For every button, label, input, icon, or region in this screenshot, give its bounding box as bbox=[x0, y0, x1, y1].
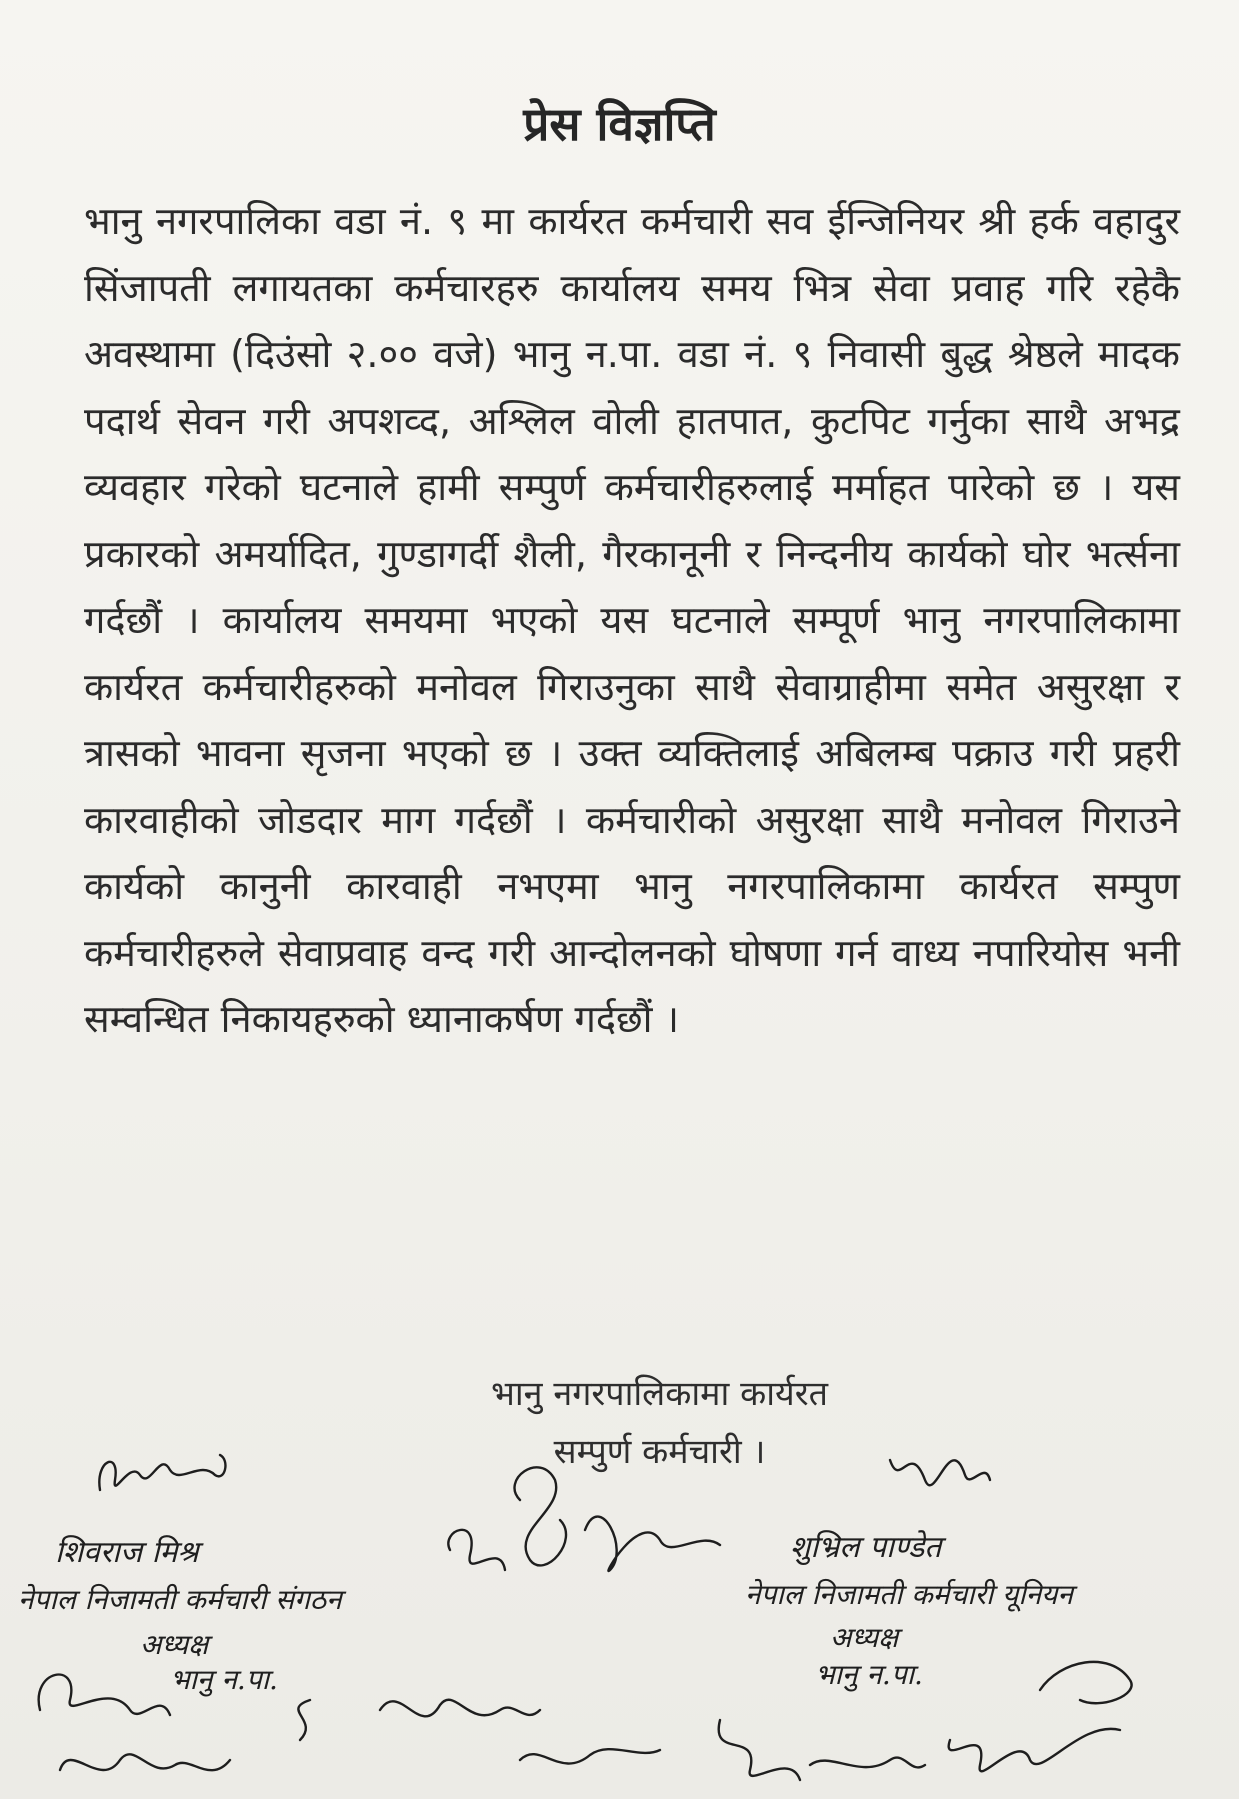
right-signatory-name: शुभ्रिल पाण्डेत bbox=[790, 1530, 942, 1565]
body-paragraph: भानु नगरपालिका वडा नं. ९ मा कार्यरत कर्मचारी सव ईन्जिनियर श्री हर्क वहादुर सिंजापती लगायतका कर्मचारहरु कार्यालय समय भित्र सेवा प्रवाह गरि रहेकै अवस्थामा (दिउंसो २.०० वजे) भानु न.पा. वडा नं. ९ निवासी बुद्ध श्रेष्ठले मादक पदार्थ सेवन गरी अपशव्द, अश्लिल वोली हातपात, कुटपिट गर्नुका साथै अभद्र व्यवहार गरेको घटनाले हामी सम्पुर्ण कर्मचारीहरुलाई मर्माहत पारेको छ । यस प्रकारको अमर्यादित, गुण्डागर्दी शैली, गैरकानूनी र निन्दनीय कार्यको घोर भर्त्सना गर्दछौं । कार्यालय समयमा भएको यस घटनाले सम्पूर्ण भानु नगरपालिकामा कार्यरत कर्मचारीहरुको मनोवल गिराउनुका साथै सेवाग्राहीमा समेत असुरक्षा र त्रासको भावना सृजना भएको छ । उक्त व्यक्तिलाई अबिलम्ब पक्राउ गरी प्रहरी कारवाहीको जोडदार माग गर्दछौं । कर्मचारीको असुरक्षा साथै मनोवल गिराउने कार्यको कानुनी कारवाही नभएमा भानु नगरपालिकामा कार्यरत सम्पुण कर्मचारीहरुले सेवाप्रवाह वन्द गरी आन्दोलनको घोषणा गर्न वाध्य नपारियोस भनी सम्वन्धित निकायहरुको ध्यानाकर्षण गर्दछौं । bbox=[84, 199, 1180, 1041]
left-signatory-organization: नेपाल निजामती कर्मचारी संगठन bbox=[18, 1583, 342, 1616]
right-signatory-role: अध्यक्ष bbox=[830, 1621, 899, 1654]
left-signatory-role: अध्यक्ष bbox=[140, 1628, 209, 1661]
signature-stroke-bottom-7 bbox=[810, 1758, 925, 1768]
page-title: प्रेस विज्ञप्ति bbox=[523, 97, 716, 151]
left-signatory-name: शिवराज मिश्र bbox=[55, 1535, 199, 1570]
left-signatory-office: भानु न.पा. bbox=[170, 1663, 278, 1696]
signature-stroke-right-top bbox=[890, 1460, 990, 1485]
closing-line-1: भानु नगरपालिकामा कार्यरत bbox=[490, 1374, 829, 1414]
signature-stroke-bottom-2 bbox=[60, 1754, 230, 1770]
signature-area bbox=[0, 1420, 1239, 1799]
signature-stroke-bottom-1 bbox=[39, 1675, 170, 1715]
signature-stroke-center-1 bbox=[515, 1467, 567, 1565]
closing-line-2: सम्पुर्ण कर्मचारी । bbox=[553, 1432, 766, 1472]
signature-stroke-bottom-9 bbox=[1040, 1662, 1132, 1703]
signature-stroke-bottom-4 bbox=[380, 1700, 540, 1717]
signature-stroke-bottom-5 bbox=[520, 1749, 660, 1763]
signature-stroke-center-2 bbox=[585, 1517, 720, 1571]
signature-stroke-left-top bbox=[99, 1455, 225, 1490]
signature-stroke-bottom-8 bbox=[949, 1729, 1120, 1771]
signature-stroke-bottom-6 bbox=[719, 1720, 800, 1780]
signature-stroke-bottom-3 bbox=[298, 1700, 310, 1740]
right-signatory-office: भानु न.पा. bbox=[815, 1658, 923, 1691]
signature-stroke-center-3 bbox=[448, 1530, 505, 1570]
right-signatory-organization: नेपाल निजामती कर्मचारी यूनियन bbox=[745, 1578, 1073, 1611]
